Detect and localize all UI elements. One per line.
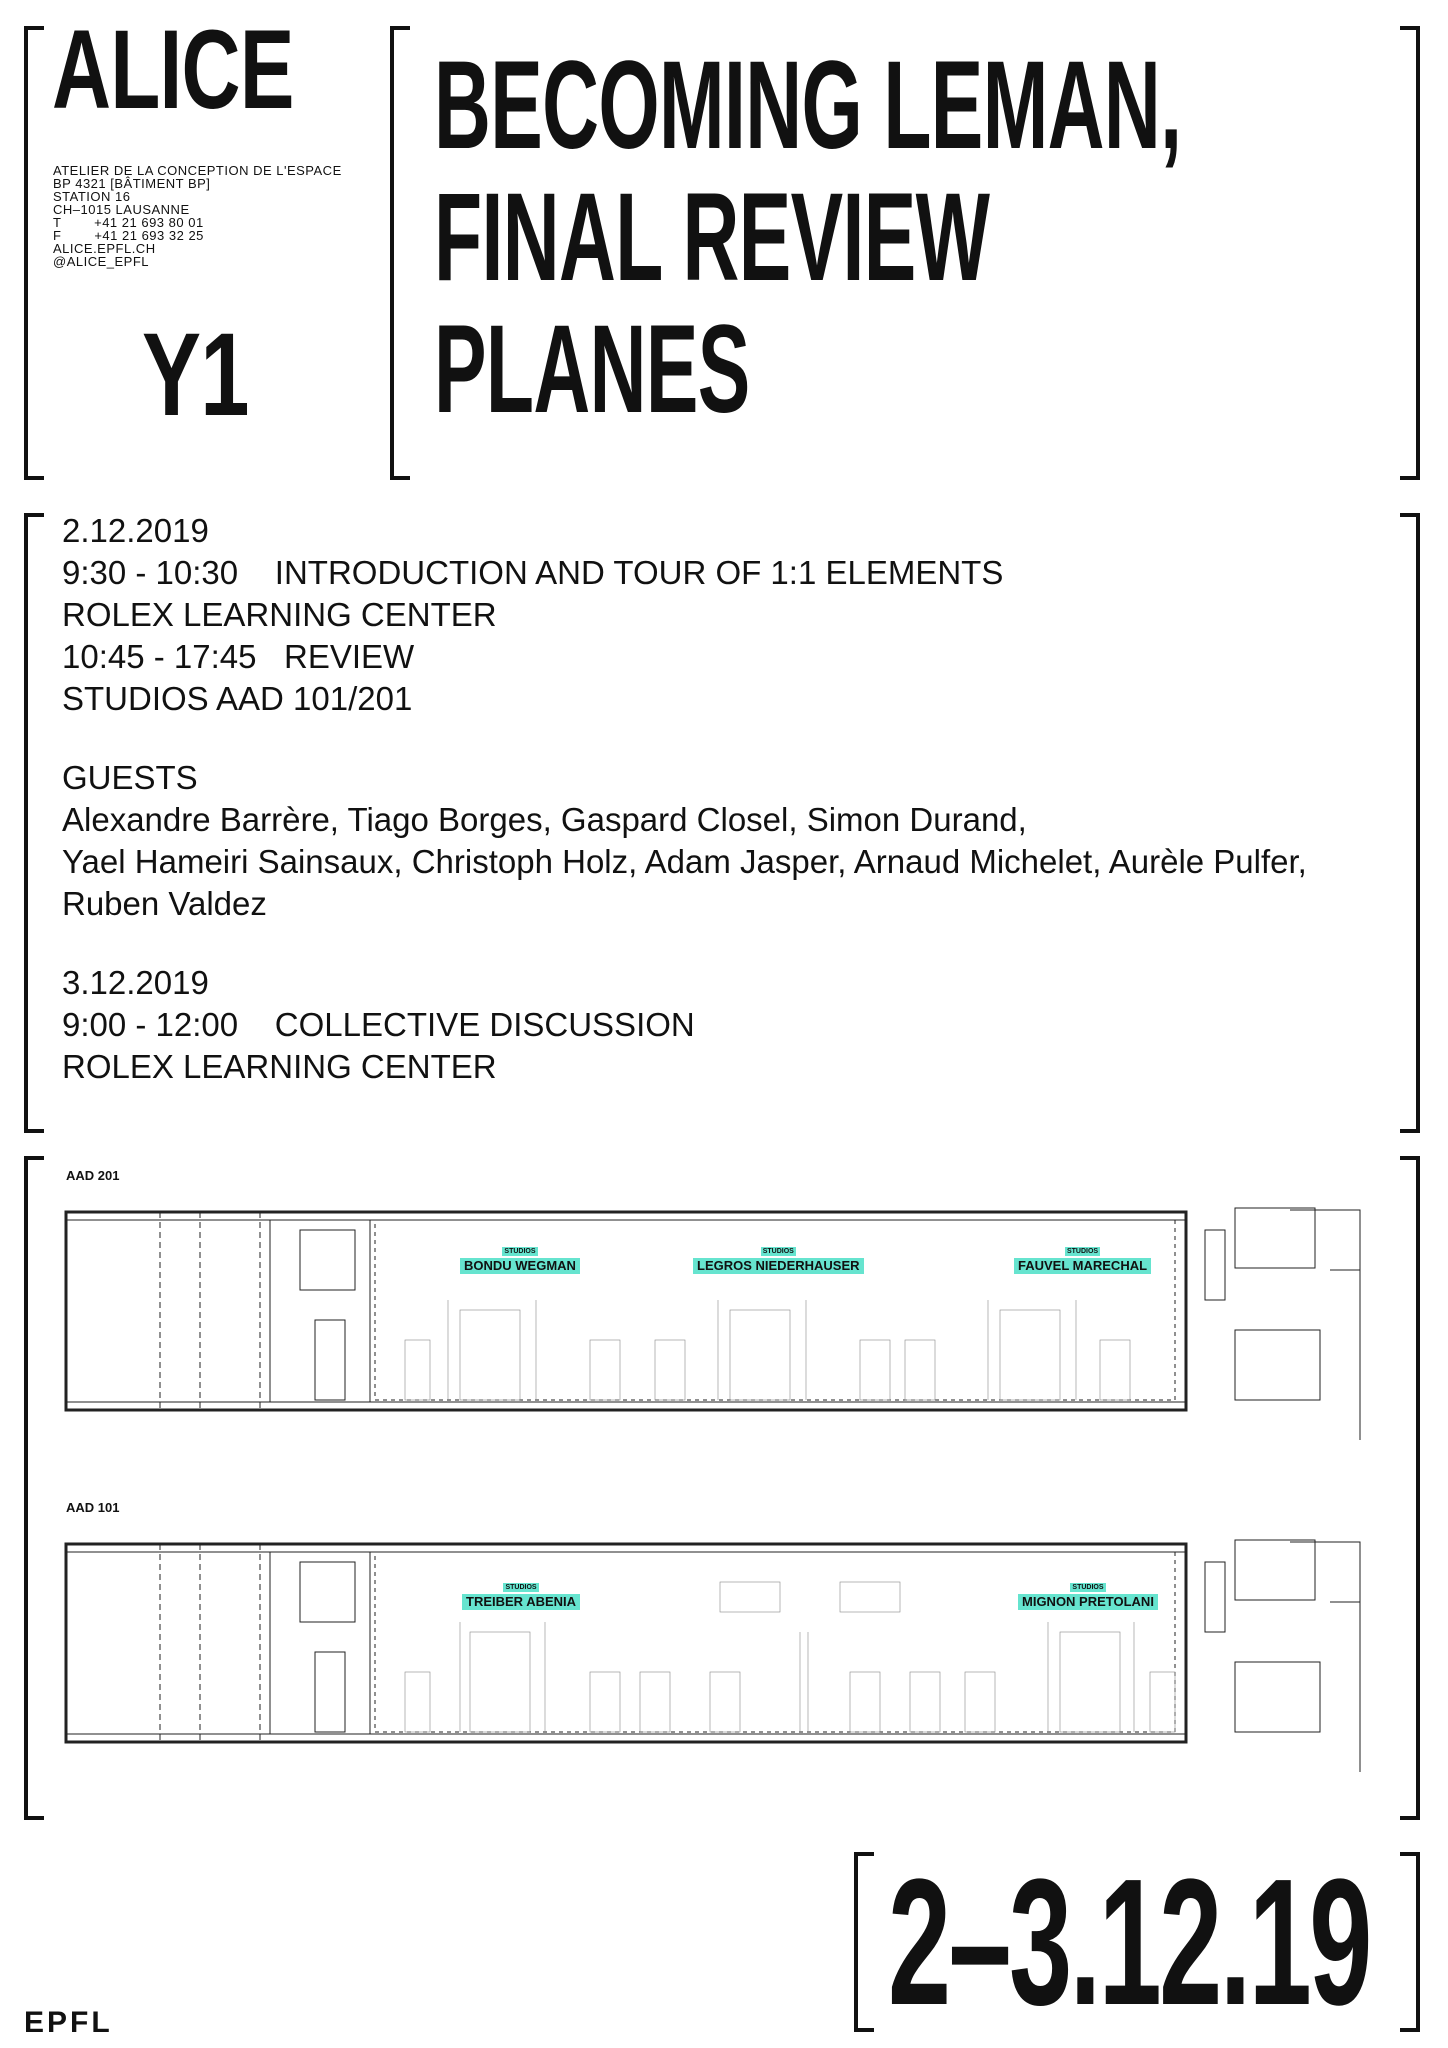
day1-line: 10:45 - 17:45 REVIEW [62,638,415,675]
studio-tag [1018,1576,1158,1610]
studio-name: BONDU WEGMAN [460,1258,580,1274]
day2-date: 3.12.2019 [62,964,209,1001]
studio-name: LEGROS NIEDERHAUSER [693,1258,864,1274]
spacer [62,720,1307,757]
studio-name: FAUVEL MARECHAL [1014,1258,1151,1274]
floor-plan-aad-201 [60,1190,1390,1460]
guests-line: Alexandre Barrère, Tiago Borges, Gaspard Closel, Simon Durand, [62,801,1027,838]
bracket-left [24,1156,44,1820]
bracket-right [1400,1852,1420,2032]
address-line: CH–1015 LAUSANNE [53,202,190,217]
bracket-left [854,1852,874,2032]
logo-wordmark: ALICE [52,7,294,132]
schedule [62,510,1307,1088]
address-line: BP 4321 [BÂTIMENT BP] [53,176,211,191]
address-line: T +41 21 693 80 01 [53,215,204,230]
studio-tag [693,1240,864,1274]
studio-word: STUDIOS [1066,1248,1099,1255]
plan-label-lower: AAD 101 [66,1500,120,1515]
year-label: Y1 [142,309,249,441]
day1-date: 2.12.2019 [62,512,209,549]
day1-line: STUDIOS AAD 101/201 [62,680,413,717]
address-line: ALICE.EPFL.CH [53,241,156,256]
bracket-right [1400,513,1420,1133]
guests-line: Ruben Valdez [62,885,267,922]
studio-tag [460,1240,580,1274]
guests-line: Yael Hameiri Sainsaux, Christoph Holz, Adam Jasper, Arnaud Michelet, Aurèle Pulfer, [62,843,1307,880]
studio-word: STUDIOS [504,1248,536,1255]
epfl-logo: EPFL [24,2006,113,2039]
bracket-left [24,26,44,480]
studio-name: TREIBER ABENIA [462,1594,580,1610]
guests-heading: GUESTS [62,759,198,796]
studio-tag [462,1576,580,1610]
title-line: BECOMING LEMAN, [434,36,1182,175]
studio-tag [1014,1240,1151,1274]
day2-line: 9:00 - 12:00 COLLECTIVE DISCUSSION [62,1006,695,1043]
bracket-left [24,513,44,1133]
address-line: F +41 21 693 32 25 [53,228,204,243]
title-line: FINAL REVIEW [434,168,990,307]
page-title [434,36,1448,439]
bracket-left [390,26,410,480]
studio-word: STUDIOS [1072,1584,1104,1591]
address-line: @ALICE_EPFL [53,254,150,269]
bracket-right [1400,1156,1420,1820]
title-line: PLANES [434,300,750,439]
studio-name: MIGNON PRETOLANI [1018,1594,1158,1610]
spacer [62,925,1307,962]
studio-word: STUDIOS [762,1248,794,1255]
address-block [53,164,342,268]
floor-plan-aad-101 [60,1522,1390,1792]
dates-banner: 2–3.12.19 [888,1842,1370,2043]
day2-line: ROLEX LEARNING CENTER [62,1048,497,1085]
studio-word: STUDIOS [505,1584,537,1591]
day1-line: ROLEX LEARNING CENTER [62,596,497,633]
address-line: ATELIER DE LA CONCEPTION DE L'ESPACE [53,163,342,178]
day1-line: 9:30 - 10:30 INTRODUCTION AND TOUR OF 1:1 ELEMENTS [62,554,1004,591]
plan-label-upper: AAD 201 [66,1168,120,1183]
address-line: STATION 16 [53,189,131,204]
